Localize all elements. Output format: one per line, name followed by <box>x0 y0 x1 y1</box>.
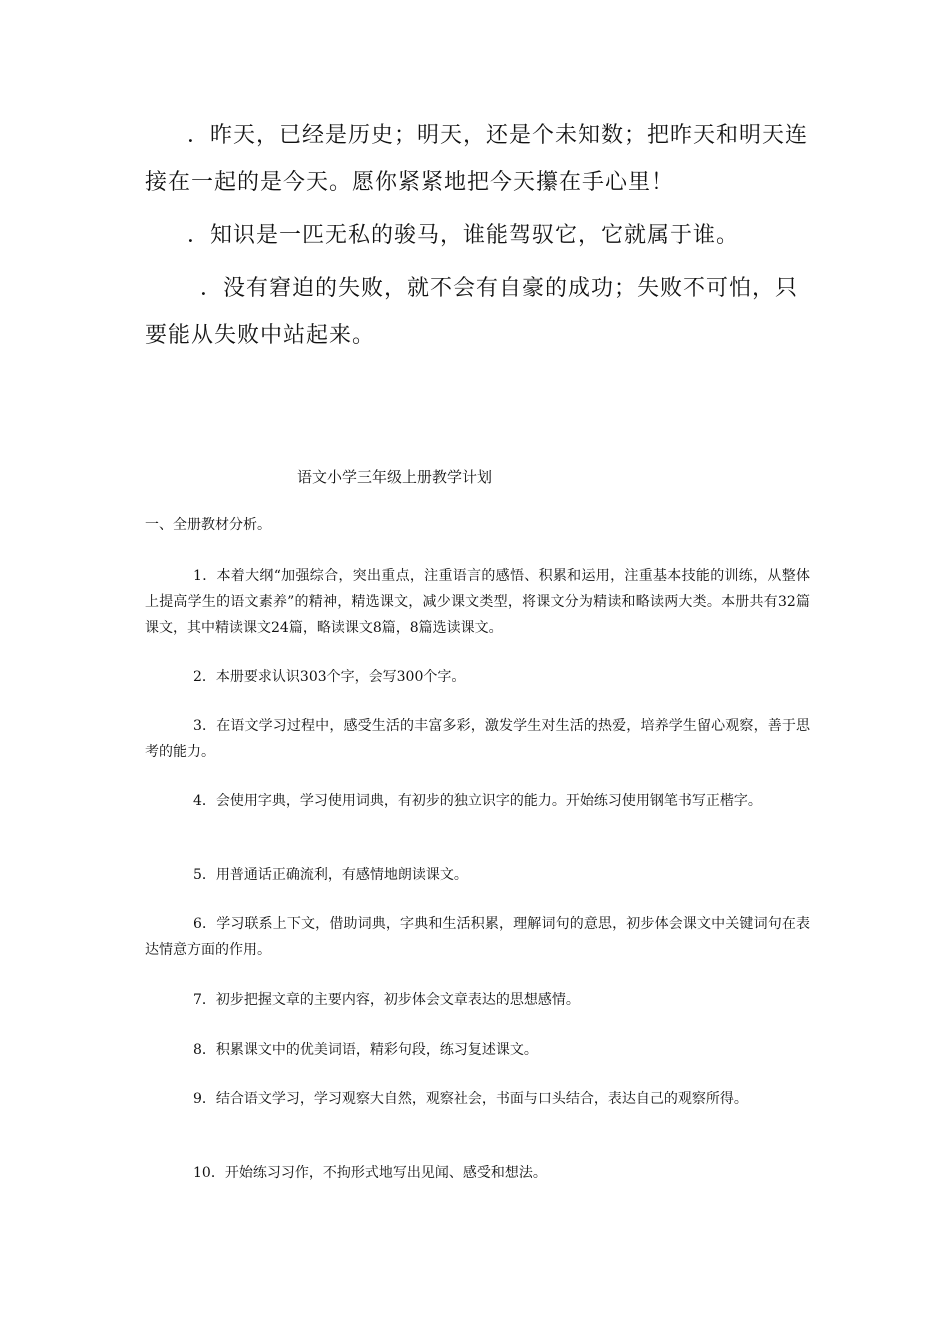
plan-item: 5．用普通话正确流利，有感情地朗读课文。 <box>193 867 468 883</box>
plan-title: 语文小学三年级上册教学计划 <box>297 468 493 486</box>
plan-item: 6．学习联系上下文，借助词典，字典和生活积累，理解词句的意思，初步体会课文中关键词句在表达情意方面的作用。 <box>145 916 810 958</box>
plan-item: 10．开始练习习作，不拘形式地写出见闻、感受和想法。 <box>193 1165 547 1181</box>
plan-item: 9．结合语文学习，学习观察大自然，观察社会，书面与口头结合，表达自己的观察所得。 <box>193 1091 748 1107</box>
quote-paragraph: ．知识是一匹无私的骏马，谁能驾驭它，它就属于谁。 <box>187 223 740 248</box>
plan-item: 1．本着大纲“加强综合，突出重点，注重语言的感悟、积累和运用，注重基本技能的训练，从整体上提高学生的语文素养”的精神，精选课文，减少课文类型，将课文分为精读和略读两大类。本册共有32篇课文，其中精读课文24篇，略读课文8篇，8篇选读课文。 <box>145 568 810 636</box>
plan-item: 2．本册要求认识303个字，会写300个字。 <box>193 669 466 685</box>
section-heading: 一、全册教材分析。 <box>145 517 271 533</box>
plan-item: 3．在语文学习过程中，感受生活的丰富多彩，激发学生对生活的热爱，培养学生留心观察，善于思考的能力。 <box>145 718 810 760</box>
quote-paragraph: ．没有窘迫的失败，就不会有自豪的成功；失败不可怕，只要能从失败中站起来。 <box>145 276 799 348</box>
plan-item: 7．初步把握文章的主要内容，初步体会文章表达的思想感情。 <box>193 992 580 1008</box>
plan-item: 4．会使用字典，学习使用词典，有初步的独立识字的能力。开始练习使用钢笔书写正楷字。 <box>193 793 762 809</box>
quote-paragraph: ．昨天，已经是历史；明天，还是个未知数；把昨天和明天连接在一起的是今天。愿你紧紧地把今天攥在手心里！ <box>145 123 809 195</box>
plan-item: 8．积累课文中的优美词语，精彩句段，练习复述课文。 <box>193 1042 538 1058</box>
